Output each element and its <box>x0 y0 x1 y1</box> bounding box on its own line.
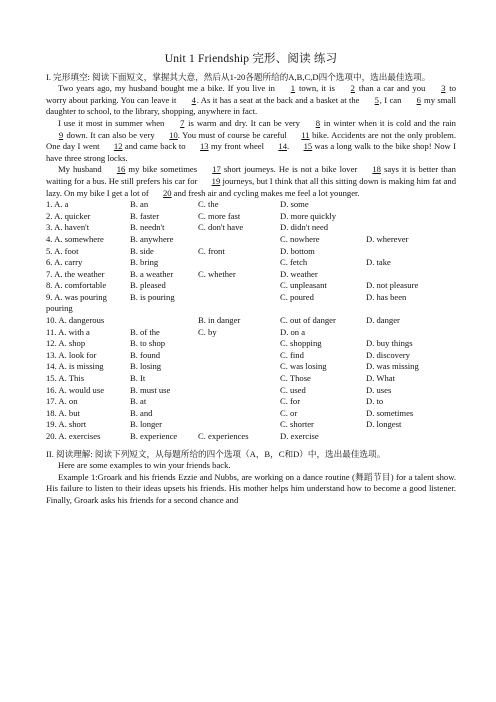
option-cell: 2. A. quicker <box>46 210 91 221</box>
option-cell <box>198 373 280 385</box>
option-cell: B. side <box>130 245 154 256</box>
blank-number: 5 <box>374 94 379 105</box>
section2-intro: Here are some examples to win your friends back. <box>58 460 231 471</box>
blank-number: 18 <box>372 164 381 175</box>
option-cell: B. pleased <box>130 280 166 291</box>
option-cell: C. fetch <box>280 257 308 268</box>
option-cell: 1. A. a <box>46 199 69 210</box>
option-row <box>46 292 456 304</box>
option-cell: C. was losing <box>280 361 327 372</box>
blank-number: 3 <box>441 83 446 94</box>
paragraph-text: says it is better than waiting for a bus. He still prefers his car for <box>46 164 456 186</box>
paragraph-text: journeys, but I think that all this sitting down is making him fat and lazy. On my bike I get a lot of <box>46 175 456 198</box>
option-cell: D. danger <box>366 315 400 326</box>
option-row <box>46 269 456 281</box>
option-cell: 6. A. carry <box>46 257 83 268</box>
option-cell: C. unpleasant <box>280 280 327 291</box>
section2-instruction: II. 阅读理解: 阅读下列短文，从每题所给的四个选项（A，B，C和D）中，选出最佳选项。 <box>46 448 386 459</box>
options-list <box>46 199 456 442</box>
worksheet-page <box>46 0 456 507</box>
option-cell: D. on a <box>280 326 306 337</box>
option-cell <box>198 408 280 420</box>
option-cell: D. longest <box>366 419 402 430</box>
blank-number: 7 <box>180 117 185 128</box>
option-cell: 18. A. but <box>46 407 80 418</box>
option-row <box>46 211 456 223</box>
paragraph-text: I use it most in summer when <box>58 117 168 128</box>
option-cell: B. longer <box>130 419 162 430</box>
option-cell: D. take <box>366 257 391 268</box>
option-cell: 12. A. shop <box>46 338 86 349</box>
option-cell <box>130 315 198 327</box>
option-cell: 5. A. foot <box>46 245 79 256</box>
option-row <box>46 419 456 431</box>
page-title: Unit 1 Friendship 完形、阅读 练习 <box>164 53 338 65</box>
option-cell <box>366 211 456 223</box>
option-cell: D. What <box>366 373 395 384</box>
option-row <box>46 222 456 234</box>
paragraph-text: in winter when it is cold and the rain <box>320 117 456 128</box>
option-cell: C. find <box>280 349 304 360</box>
option-row <box>46 246 456 258</box>
option-cell: D. some <box>280 199 309 210</box>
paragraph-text: my front wheel <box>208 141 267 152</box>
paragraph-text: . You must of course be careful <box>177 129 290 140</box>
option-cell: D. exercise <box>280 431 319 441</box>
paragraph-text: to worry about parking. You can leave it <box>46 83 456 105</box>
option-row <box>46 327 456 339</box>
option-row <box>46 408 456 420</box>
option-row <box>46 373 456 385</box>
option-cell <box>198 396 280 408</box>
paragraph-text: my small daughter to school, to the library, shopping, anywhere in fact. <box>46 94 456 117</box>
example-1-text: Example 1:Groark and his friends Ezzie and Nubbs, are working on a dance routine (舞蹈节目) for a talent show. His failure to listen to their ideas upsets his friends. His mother helps him understand how to become a good listener. Finally, Groark asks his friends for a second chance and <box>46 471 456 505</box>
option-cell <box>198 385 280 397</box>
blank-number: 11 <box>301 129 310 140</box>
option-cell: C. Those <box>280 373 311 384</box>
option-cell: C. shopping <box>280 338 322 349</box>
paragraph-text: Two years ago, my husband bought me a bike. If you live in <box>58 83 278 94</box>
option-cell: 20. A. exercises <box>46 431 101 441</box>
option-row <box>46 315 456 327</box>
option-cell: C. out of danger <box>280 315 336 326</box>
blank-number: 4 <box>191 94 196 105</box>
option-cell: B. an <box>130 199 149 210</box>
option-cell: C. by <box>198 326 217 337</box>
option-cell: B. a weather <box>130 268 174 279</box>
option-cell: 3. A. haven't <box>46 222 90 233</box>
cloze-paragraph-1 <box>46 83 456 118</box>
option-cell <box>366 303 456 315</box>
option-cell <box>198 257 280 269</box>
option-cell: B. in danger <box>198 315 241 326</box>
option-cell: C. don't have <box>198 222 244 233</box>
option-cell: D. uses <box>366 384 392 395</box>
paragraph-text: than a car and you <box>355 83 429 94</box>
blank-number: 8 <box>315 117 320 128</box>
option-cell: B. and <box>130 407 153 418</box>
blank-number: 16 <box>116 164 126 175</box>
option-cell <box>198 338 280 350</box>
blank-number: 1 <box>290 83 296 94</box>
option-cell: D. sometimes <box>366 407 414 418</box>
option-cell <box>366 199 456 211</box>
blank-number: 9 <box>58 129 64 140</box>
paragraph-text: town, it is <box>295 83 338 94</box>
option-row <box>46 257 456 269</box>
option-cell: C. used <box>280 384 306 395</box>
option-cell: C. more fast <box>198 210 241 221</box>
option-cell <box>366 431 456 443</box>
option-cell: D. weather <box>280 268 318 279</box>
option-cell: D. wherever <box>366 233 409 244</box>
paragraph-text: short journeys. He is not a bike lover <box>220 164 361 175</box>
option-cell: 8. A. comfortable <box>46 280 107 291</box>
blank-number: 19 <box>211 175 221 186</box>
option-cell: B. experience <box>130 431 178 441</box>
option-cell: B. losing <box>130 361 162 372</box>
option-cell: B. at <box>130 396 147 407</box>
option-cell <box>198 280 280 292</box>
option-row <box>46 280 456 292</box>
option-cell: D. discovery <box>366 349 410 360</box>
option-cell: C. experiences <box>198 431 249 441</box>
option-cell: D. to <box>366 396 384 407</box>
option-cell: D. more quickly <box>280 210 337 221</box>
paragraph-text: and fresh air and cycling makes me feel a lot younger. <box>171 187 360 198</box>
option-cell: D. not pleasure <box>366 280 419 291</box>
option-cell <box>198 361 280 373</box>
option-cell <box>366 222 456 234</box>
option-cell <box>280 303 366 315</box>
option-cell <box>366 246 456 258</box>
option-cell: pouring <box>46 303 73 314</box>
paragraph-text: my bike sometimes <box>125 164 201 175</box>
option-cell <box>198 303 280 315</box>
blank-number: 12 <box>113 141 123 152</box>
option-cell: B. of the <box>130 326 160 337</box>
option-cell: D. has been <box>366 291 407 302</box>
option-row <box>46 303 456 315</box>
blank-number: 13 <box>199 141 209 152</box>
option-cell: D. was missing <box>366 361 419 372</box>
option-cell: C. the <box>198 199 219 210</box>
option-cell <box>198 234 280 246</box>
paragraph-text: and came back to <box>122 141 188 152</box>
blank-number: 14 <box>278 141 287 152</box>
option-cell: C. front <box>198 245 225 256</box>
option-cell: 13. A. look for <box>46 349 97 360</box>
option-cell <box>366 269 456 281</box>
option-row <box>46 396 456 408</box>
option-cell: B. faster <box>130 210 160 221</box>
option-row <box>46 361 456 373</box>
blank-number: 20 <box>162 187 172 198</box>
option-cell: 17. A. on <box>46 396 78 407</box>
option-cell <box>366 327 456 339</box>
blank-number: 6 <box>416 94 421 105</box>
option-cell: C. shorter <box>280 419 314 430</box>
option-cell: 9. A. was pouring <box>46 291 107 302</box>
option-cell: 7. A. the weather <box>46 268 105 279</box>
option-cell: C. or <box>280 407 298 418</box>
section1-instruction: I. 完形填空: 阅读下面短文，掌握其大意，然后从1-20各题所给的A,B,C,D四个选项中，选出最佳选项。 <box>46 71 431 82</box>
paragraph-text: My husband <box>58 164 105 175</box>
option-cell <box>198 350 280 362</box>
paragraph-text: , I can <box>379 94 404 105</box>
option-cell: C. nowhere <box>280 233 320 244</box>
blank-number: 15 <box>303 141 313 152</box>
option-cell: 15. A. This <box>46 373 85 384</box>
option-cell: C. poured <box>280 291 314 302</box>
option-row <box>46 385 456 397</box>
blank-number: 10 <box>169 129 178 140</box>
option-cell: 19. A. short <box>46 419 87 430</box>
blank-number: 17 <box>212 164 221 175</box>
paragraph-text: . <box>287 141 292 152</box>
option-row <box>46 431 456 443</box>
option-cell: B. found <box>130 349 161 360</box>
cloze-paragraph-2 <box>46 118 456 164</box>
option-cell: B. It <box>130 373 146 384</box>
option-cell: 14. A. is missing <box>46 361 104 372</box>
option-cell: D. didn't need <box>280 222 329 233</box>
option-cell: 10. A. dangerous <box>46 315 105 326</box>
option-cell: B. must use <box>130 384 171 395</box>
section2 <box>46 449 456 507</box>
option-cell: B. anywhere <box>130 233 174 244</box>
option-cell: 16. A. would use <box>46 384 105 395</box>
option-row <box>46 338 456 350</box>
option-cell: B. bring <box>130 257 159 268</box>
option-cell: B. is pouring <box>130 291 175 302</box>
option-cell <box>198 292 280 304</box>
option-cell: 11. A. with a <box>46 326 90 337</box>
paragraph-text: down. It can also be very <box>64 129 158 140</box>
option-cell <box>130 303 198 315</box>
option-cell: 4. A. somewhere <box>46 233 104 244</box>
option-cell: B. needn't <box>130 222 165 233</box>
cloze-paragraph-3 <box>46 164 456 199</box>
paragraph-text: . As it has a seat at the back and a basket at the <box>196 94 362 105</box>
paragraph-text: bike. Accidents are not the only problem. One day I went <box>46 129 456 152</box>
option-cell <box>198 419 280 431</box>
option-cell: C. for <box>280 396 301 407</box>
option-row <box>46 199 456 211</box>
paragraph-text: is warm and dry. It can be very <box>185 117 303 128</box>
blank-number: 2 <box>350 83 355 94</box>
option-cell: D. buy things <box>366 338 413 349</box>
paragraph-text: was a long walk to the bike shop! Now I have three strong locks. <box>46 141 457 163</box>
option-cell: C. whether <box>198 268 236 279</box>
option-row <box>46 234 456 246</box>
option-cell: B. to shop <box>130 338 166 349</box>
option-cell: D. bottom <box>280 245 315 256</box>
option-row <box>46 350 456 362</box>
